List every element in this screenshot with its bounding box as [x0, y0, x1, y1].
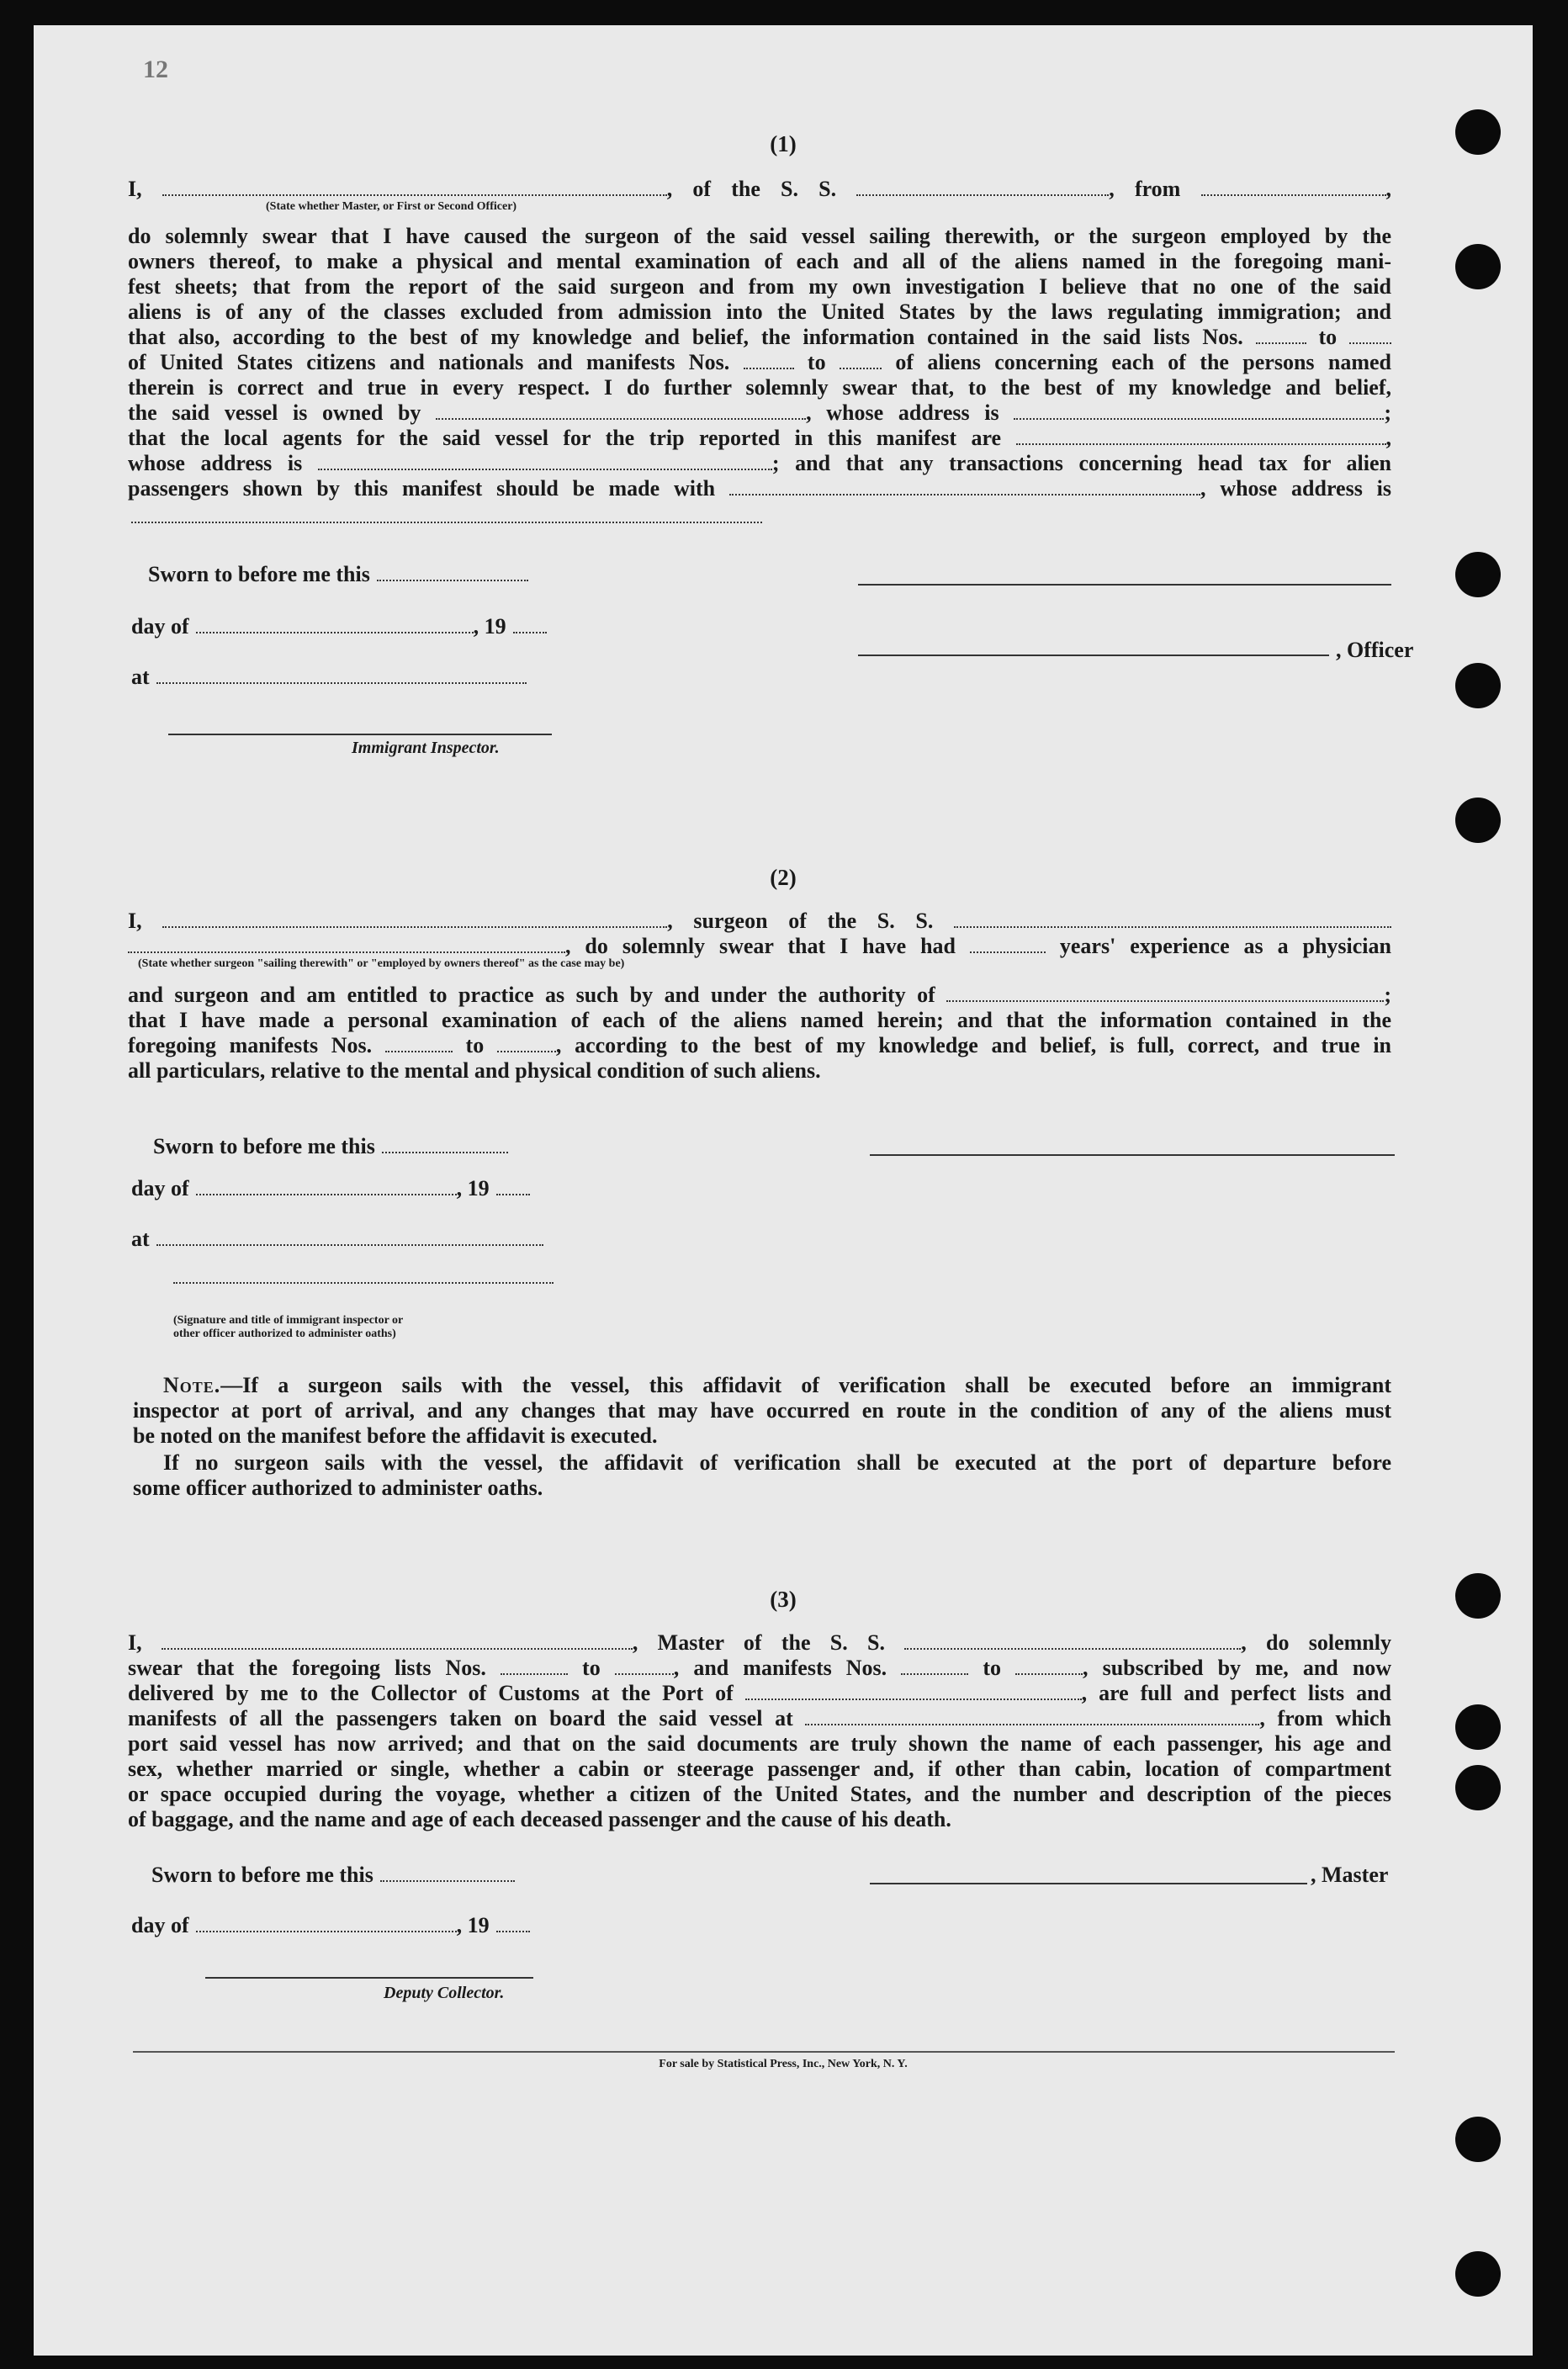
authority-field[interactable] — [946, 985, 1384, 1002]
s3-day-of: day of , 19 — [131, 1913, 530, 1938]
s3-port-field[interactable] — [745, 1683, 1082, 1700]
head-tax-address-field[interactable] — [131, 522, 762, 523]
corner-mark: 12 — [143, 56, 168, 83]
s3-year-field[interactable] — [496, 1916, 530, 1932]
s1-caption: (State whether Master, or First or Second Officer) — [266, 200, 517, 213]
printer-imprint: For sale by Statistical Press, Inc., New York, N. Y. — [659, 2058, 908, 2070]
officer-signature-line[interactable] — [858, 655, 1329, 656]
surgeon-signature-line[interactable] — [870, 1154, 1395, 1156]
section-1-number: (1) — [770, 131, 797, 156]
collector-signature-line[interactable] — [205, 1977, 533, 1979]
s2-manifests-from-field[interactable] — [385, 1036, 453, 1052]
s2-sworn-date-field[interactable] — [382, 1137, 508, 1153]
s3-line-7: or space occupied during the voyage, whether a citizen of the United States, and the number and description of the pieces — [128, 1782, 1391, 1806]
owner-address-field[interactable] — [1014, 403, 1384, 420]
note-line-5: some officer authorized to administer oaths. — [133, 1476, 543, 1500]
document-page — [34, 25, 1533, 2356]
s1-line-9: the said vessel is owned by , whose address is ; — [128, 400, 1392, 425]
s3-manifests-to-field[interactable] — [1015, 1658, 1083, 1675]
s3-lists-to-field[interactable] — [615, 1658, 674, 1675]
s2-at: at — [131, 1227, 543, 1252]
s2-day-of: day of , 19 — [131, 1176, 530, 1201]
s2-line-3: and surgeon and am entitled to practice as such by and under the authority of ; — [128, 983, 1391, 1007]
s2-sig-caption-2: other officer authorized to administer oaths) — [173, 1328, 396, 1340]
s3-line-2: swear that the foregoing lists Nos. to , and manifests Nos. to , subscribed by me, and now — [128, 1656, 1392, 1680]
manifests-to-field[interactable] — [840, 352, 882, 369]
s2-sworn: Sworn to before me this — [153, 1134, 508, 1159]
s2-at-field[interactable] — [156, 1229, 543, 1246]
s3-line-1: I, , Master of the S. S. , do solemnly — [128, 1630, 1391, 1655]
lists-to-field[interactable] — [1349, 327, 1391, 344]
punch-hole — [1455, 244, 1501, 289]
s1-at-field[interactable] — [156, 667, 527, 684]
section-2-number: (2) — [770, 865, 797, 890]
s1-line-3: owners thereof, to make a physical and mental examination of each and all of the aliens named in the foregoing mani- — [128, 249, 1391, 273]
s2-vessel-field[interactable] — [954, 911, 1391, 928]
s1-line-11: whose address is ; and that any transactions concerning head tax for alien — [128, 451, 1392, 475]
s1-line-2: do solemnly swear that I have caused the surgeon of the said vessel sailing therewith, or the surgeon employed by the — [128, 224, 1391, 248]
s1-line-10: that the local agents for the said vessel for the trip reported in this manifest are , — [128, 426, 1391, 450]
vessel-name-field[interactable] — [856, 179, 1109, 196]
s1-sworn: Sworn to before me this — [148, 562, 528, 587]
deputy-collector-label: Deputy Collector. — [384, 1984, 505, 2002]
s1-at: at — [131, 665, 527, 690]
s3-sworn-date-field[interactable] — [380, 1865, 515, 1882]
note-line-2: inspector at port of arrival, and any changes that may have occurred en route in the condition of any of the aliens must — [133, 1398, 1391, 1423]
punch-hole — [1455, 798, 1501, 843]
master-name-field[interactable] — [162, 179, 667, 196]
s3-master-name-field[interactable] — [162, 1633, 633, 1650]
s1-line-12: passengers shown by this manifest should be made with , whose address is — [128, 476, 1391, 501]
s1-line-6: that also, according to the best of my knowledge and belief, the information contained in the said lists Nos. to — [128, 325, 1391, 350]
immigrant-inspector-label: Immigrant Inspector. — [352, 739, 500, 757]
local-agents-field[interactable] — [1016, 428, 1386, 445]
from-port-field[interactable] — [1201, 179, 1386, 196]
s3-lists-from-field[interactable] — [501, 1658, 568, 1675]
lists-from-field[interactable] — [1256, 327, 1306, 344]
s2-sig-caption-1: (Signature and title of immigrant inspector or — [173, 1314, 404, 1327]
s3-line-5: port said vessel has now arrived; and that on the said documents are truly shown the name of each passenger, his age and — [128, 1731, 1391, 1756]
note-line-1: Note.—If a surgeon sails with the vessel, this affidavit of verification shall be executed before an immigrant — [163, 1373, 1391, 1397]
surgeon-status-field[interactable] — [128, 936, 565, 953]
agents-address-field[interactable] — [318, 453, 772, 470]
s3-line-8: of baggage, and the name and age of each deceased passenger and the cause of his death. — [128, 1807, 951, 1831]
s1-line-8: therein is correct and true in every respect. I do further solemnly swear that, to the best of my knowledge and belief, — [128, 375, 1391, 400]
s1-year-field[interactable] — [513, 617, 547, 633]
s3-manifests-from-field[interactable] — [901, 1658, 968, 1675]
s2-year-field[interactable] — [496, 1179, 530, 1195]
footer-rule — [133, 2051, 1395, 2053]
s2-line-2: , do solemnly swear that I have had years' experience as a physician — [128, 934, 1391, 959]
s2-line-4: that I have made a personal examination of each of the aliens named herein; and that the information contained in the — [128, 1008, 1391, 1032]
punch-hole — [1455, 1765, 1501, 1810]
note-line-3: be noted on the manifest before the affidavit is executed. — [133, 1423, 658, 1448]
note-label: Note. — [163, 1373, 221, 1397]
s2-line-6: all particulars, relative to the mental and physical condition of such aliens. — [128, 1058, 821, 1083]
s1-line-5: aliens is of any of the classes excluded from admission into the United States by the laws regulating immigration; and — [128, 299, 1391, 324]
years-experience-field[interactable] — [970, 936, 1046, 953]
s3-line-6: sex, whether married or single, whether a cabin or steerage passenger and, if other than cabin, location of compartment — [128, 1757, 1391, 1781]
master-label: , Master — [1311, 1863, 1389, 1887]
punch-hole — [1455, 552, 1501, 597]
s1-line-4: fest sheets; that from the report of the said surgeon and from my own investigation I believe that no one of the said — [128, 274, 1391, 299]
s3-embarkation-field[interactable] — [805, 1709, 1259, 1725]
s3-day-field[interactable] — [196, 1916, 457, 1932]
s1-line-1: I, , of the S. S. , from , — [128, 177, 1391, 201]
s1-day-field[interactable] — [196, 617, 474, 633]
head-tax-party-field[interactable] — [729, 479, 1200, 496]
s1-day-of: day of , 19 — [131, 614, 547, 639]
s2-day-field[interactable] — [196, 1179, 457, 1195]
surgeon-name-field[interactable] — [162, 911, 667, 928]
note-line-4: If no surgeon sails with the vessel, the affidavit of verification shall be executed at the port of departure before — [163, 1450, 1391, 1475]
s2-manifests-to-field[interactable] — [497, 1036, 556, 1052]
s2-line-5: foregoing manifests Nos. to , according to the best of my knowledge and belief, is full, correct, and true in — [128, 1033, 1391, 1057]
s3-line-3: delivered by me to the Collector of Customs at the Port of , are full and perfect lists and — [128, 1681, 1392, 1705]
punch-hole — [1455, 663, 1501, 708]
s3-line-4: manifests of all the passengers taken on board the said vessel at , from which — [128, 1706, 1392, 1730]
master-signature-line[interactable] — [870, 1883, 1307, 1884]
manifests-from-field[interactable] — [744, 352, 794, 369]
s2-inspector-signature-line[interactable] — [173, 1282, 554, 1284]
s1-sworn-date-field[interactable] — [377, 564, 528, 581]
s3-sworn: Sworn to before me this — [151, 1863, 515, 1888]
section-3-number: (3) — [770, 1587, 797, 1612]
s2-line-1: I, , surgeon of the S. S. — [128, 909, 1391, 934]
inspector-signature-line[interactable] — [168, 734, 552, 735]
s1-line-7: of United States citizens and nationals and manifests Nos. to of aliens concerning each of the persons named — [128, 350, 1392, 374]
owner-field[interactable] — [436, 403, 806, 420]
officer-label: , Officer — [1336, 638, 1414, 662]
s2-caption: (State whether surgeon "sailing therewith" or "employed by owners thereof" as the case may be) — [138, 957, 625, 970]
s1-signature-line[interactable] — [858, 584, 1391, 586]
punch-hole — [1455, 2251, 1501, 2297]
punch-hole — [1455, 2117, 1501, 2162]
punch-hole — [1455, 1704, 1501, 1750]
s3-vessel-field[interactable] — [904, 1633, 1241, 1650]
